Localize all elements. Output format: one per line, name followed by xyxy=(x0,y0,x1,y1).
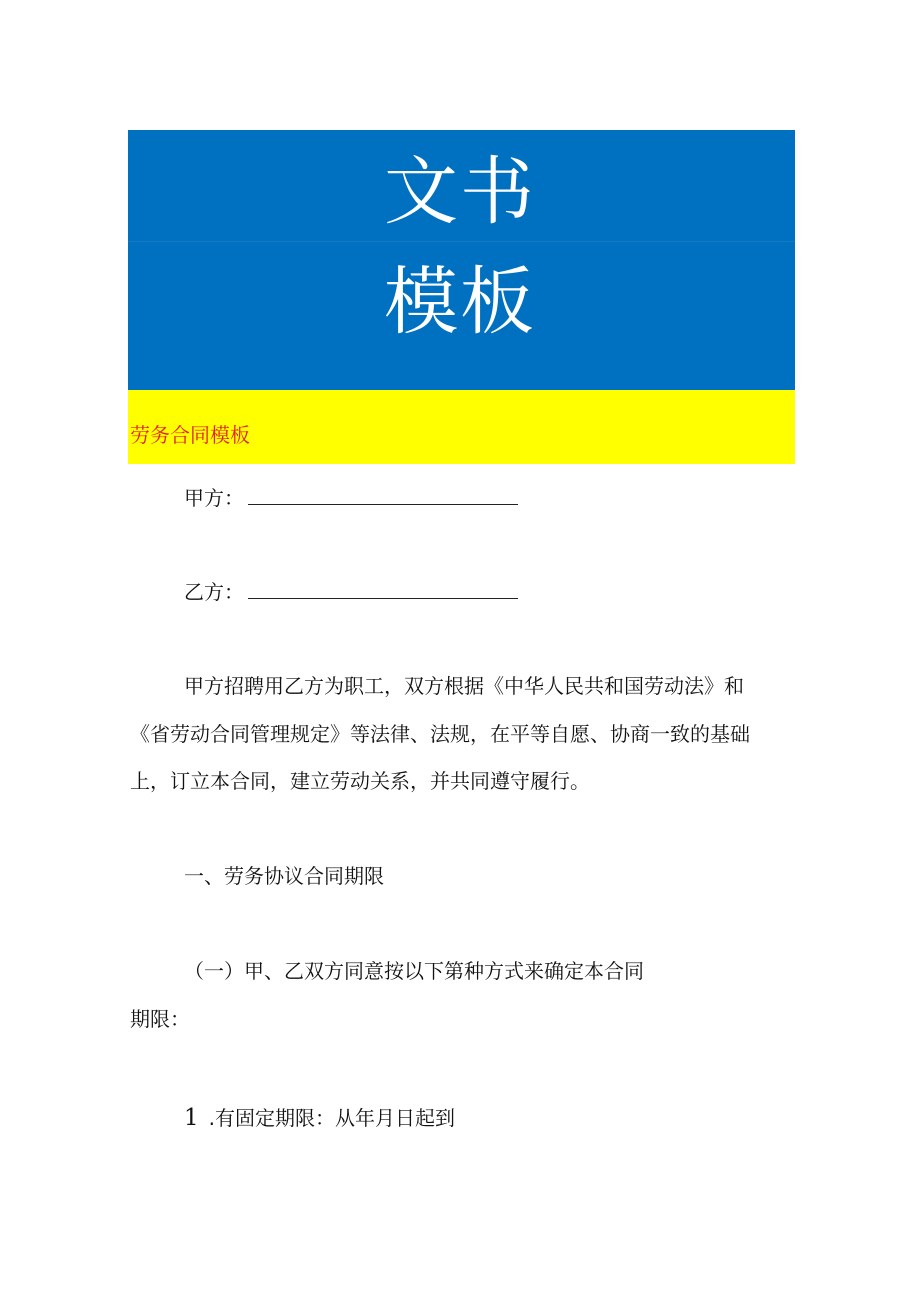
clause-1-line-1: （一）甲、乙双方同意按以下第种方式来确定本合同 xyxy=(184,959,644,983)
intro-line-2: 《省劳动合同管理规定》等法律、法规，在平等自愿、协商一致的基础 xyxy=(130,722,750,746)
banner-divider xyxy=(128,241,795,242)
party-b-label: 乙方： xyxy=(184,580,244,604)
section-1-heading: 一、劳务协议合同期限 xyxy=(184,864,384,888)
intro-line-3: 上，订立本合同，建立劳动关系，并共同遵守履行。 xyxy=(130,769,590,793)
party-a-label: 甲方： xyxy=(184,486,244,510)
subtitle-bar xyxy=(128,390,795,464)
item-1-number: 1 xyxy=(184,1105,199,1131)
party-b-row xyxy=(184,579,518,605)
party-a-row xyxy=(184,485,518,511)
party-a-blank[interactable] xyxy=(248,486,518,505)
intro-line-1: 甲方招聘用乙方为职工，双方根据《中华人民共和国劳动法》和 xyxy=(184,674,744,698)
party-b-blank[interactable] xyxy=(248,580,518,599)
clause-1-line-2: 期限： xyxy=(130,1007,190,1031)
cover-title-line1: 文书 xyxy=(384,149,536,235)
item-1-text: .有固定期限：从年月日起到 xyxy=(208,1106,455,1130)
document-subtitle: 劳务合同模板 xyxy=(130,423,250,447)
item-1 xyxy=(184,1105,455,1131)
cover-title-line2: 模板 xyxy=(384,259,536,345)
